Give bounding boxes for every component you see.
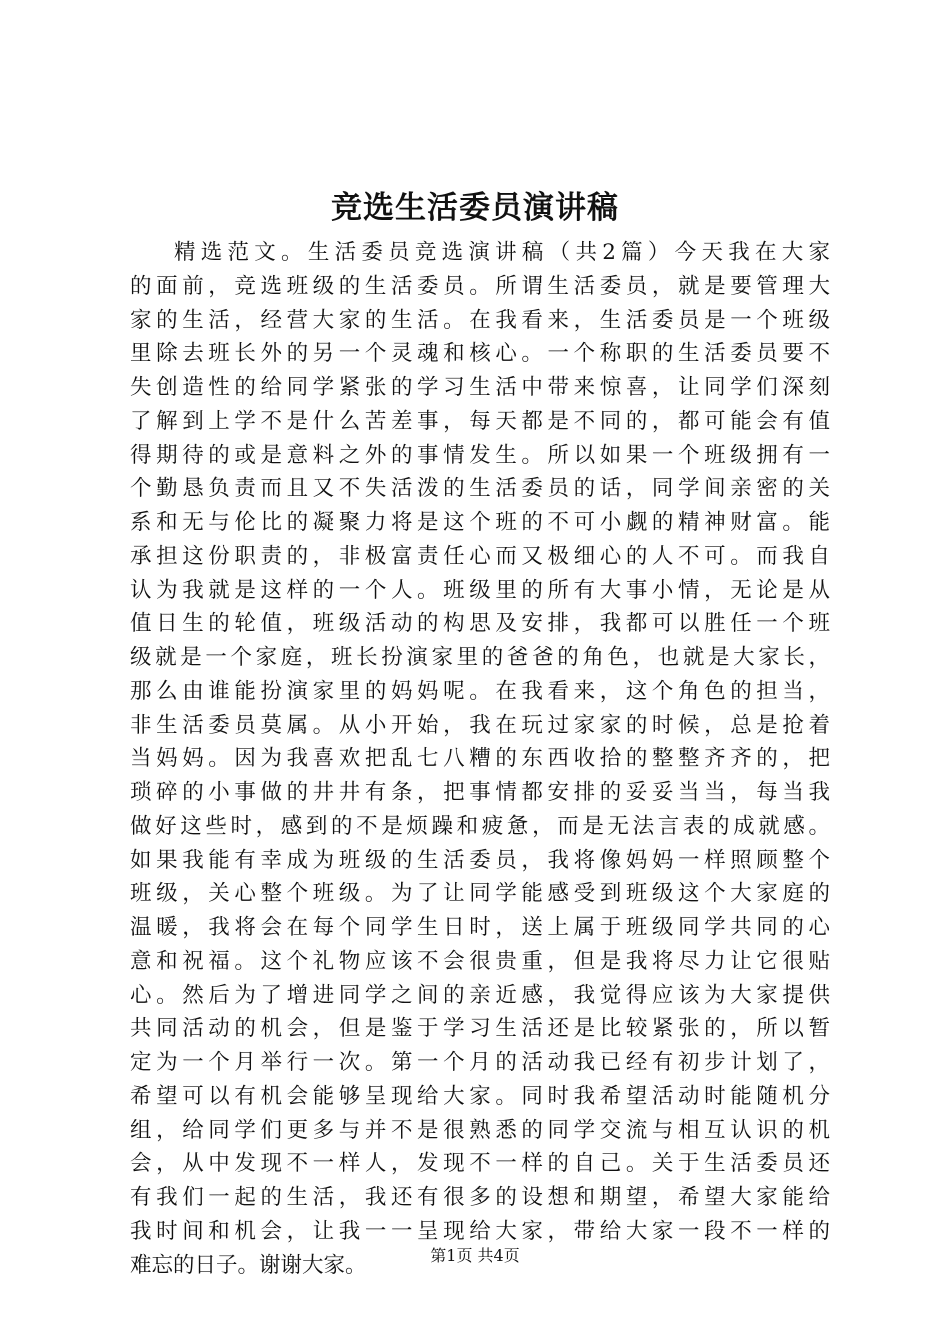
body-line: 我时间和机会，让我一一呈现给大家，带给大家一段不一样的 bbox=[130, 1218, 830, 1244]
body-line: 精选范文。生活委员竞选演讲稿（共2篇）今天我在大家 bbox=[174, 240, 830, 265]
body-line: 心。然后为了增进同学之间的亲近感，我觉得应该为大家提供 bbox=[130, 982, 830, 1008]
body-line: 失创造性的给同学紧张的学习生活中带来惊喜，让同学们深刻 bbox=[130, 375, 830, 400]
body-line: 了解到上学不是什么苦差事，每天都是不同的，都可能会有值 bbox=[130, 408, 830, 434]
body-line: 那么由谁能扮演家里的妈妈呢。在我看来，这个角色的担当， bbox=[130, 678, 830, 704]
body-line: 温暖，我将会在每个同学生日时，送上属于班级同学共同的心 bbox=[130, 915, 830, 940]
body-line: 有我们一起的生活，我还有很多的设想和期望，希望大家能给 bbox=[130, 1185, 830, 1210]
page-number-footer: 第1页 共4页 bbox=[430, 1246, 520, 1265]
body-line: 系和无与伦比的凝聚力将是这个班的不可小觑的精神财富。能 bbox=[130, 510, 830, 535]
body-line: 希望可以有机会能够呈现给大家。同时我希望活动时能随机分 bbox=[130, 1083, 830, 1109]
body-line: 当妈妈。因为我喜欢把乱七八糟的东西收拾的整整齐齐的，把 bbox=[130, 746, 830, 772]
body-line: 班级，关心整个班级。为了让同学能感受到班级这个大家庭的 bbox=[130, 881, 830, 907]
body-line: 值日生的轮值，班级活动的构思及安排，我都可以胜任一个班 bbox=[130, 611, 830, 637]
body-line: 里除去班长外的另一个灵魂和核心。一个称职的生活委员要不 bbox=[130, 341, 830, 367]
body-line: 个勤恳负责而且又不失活泼的生活委员的话，同学间亲密的关 bbox=[130, 476, 830, 502]
body-line: 意和祝福。这个礼物应该不会很贵重，但是我将尽力让它很贴 bbox=[130, 948, 830, 974]
body-line: 得期待的或是意料之外的事情发生。所以如果一个班级拥有一 bbox=[130, 442, 830, 468]
body-line: 会，从中发现不一样人，发现不一样的自己。关于生活委员还 bbox=[130, 1151, 830, 1177]
body-line: 共同活动的机会，但是鉴于学习生活还是比较紧张的，所以暂 bbox=[130, 1016, 830, 1042]
body-line: 组，给同学们更多与并不是很熟悉的同学交流与相互认识的机 bbox=[130, 1117, 830, 1143]
body-line: 非生活委员莫属。从小开始，我在玩过家家的时候，总是抢着 bbox=[130, 712, 830, 738]
body-line: 如果我能有幸成为班级的生活委员，我将像妈妈一样照顾整个 bbox=[130, 847, 830, 873]
body-line: 琐碎的小事做的井井有条，把事情都安排的妥妥当当，每当我 bbox=[130, 780, 830, 805]
body-line: 承担这份职责的，非极富责任心而又极细心的人不可。而我自 bbox=[130, 543, 830, 569]
body-line: 家的生活，经营大家的生活。在我看来，生活委员是一个班级 bbox=[130, 307, 830, 333]
body-line: 定为一个月举行一次。第一个月的活动我已经有初步计划了， bbox=[130, 1050, 830, 1075]
document-title: 竞选生活委员演讲稿 bbox=[331, 190, 619, 226]
body-line: 级就是一个家庭，班长扮演家里的爸爸的角色，也就是大家长， bbox=[130, 645, 830, 670]
body-line: 的面前，竞选班级的生活委员。所谓生活委员，就是要管理大 bbox=[130, 273, 830, 299]
document-body bbox=[130, 236, 830, 1282]
body-line: 认为我就是这样的一个人。班级里的所有大事小情，无论是从 bbox=[130, 577, 830, 603]
body-line: 做好这些时，感到的不是烦躁和疲惫，而是无法言表的成就感。 bbox=[130, 813, 830, 839]
body-line: 难忘的日子。谢谢大家。 bbox=[130, 1252, 367, 1278]
